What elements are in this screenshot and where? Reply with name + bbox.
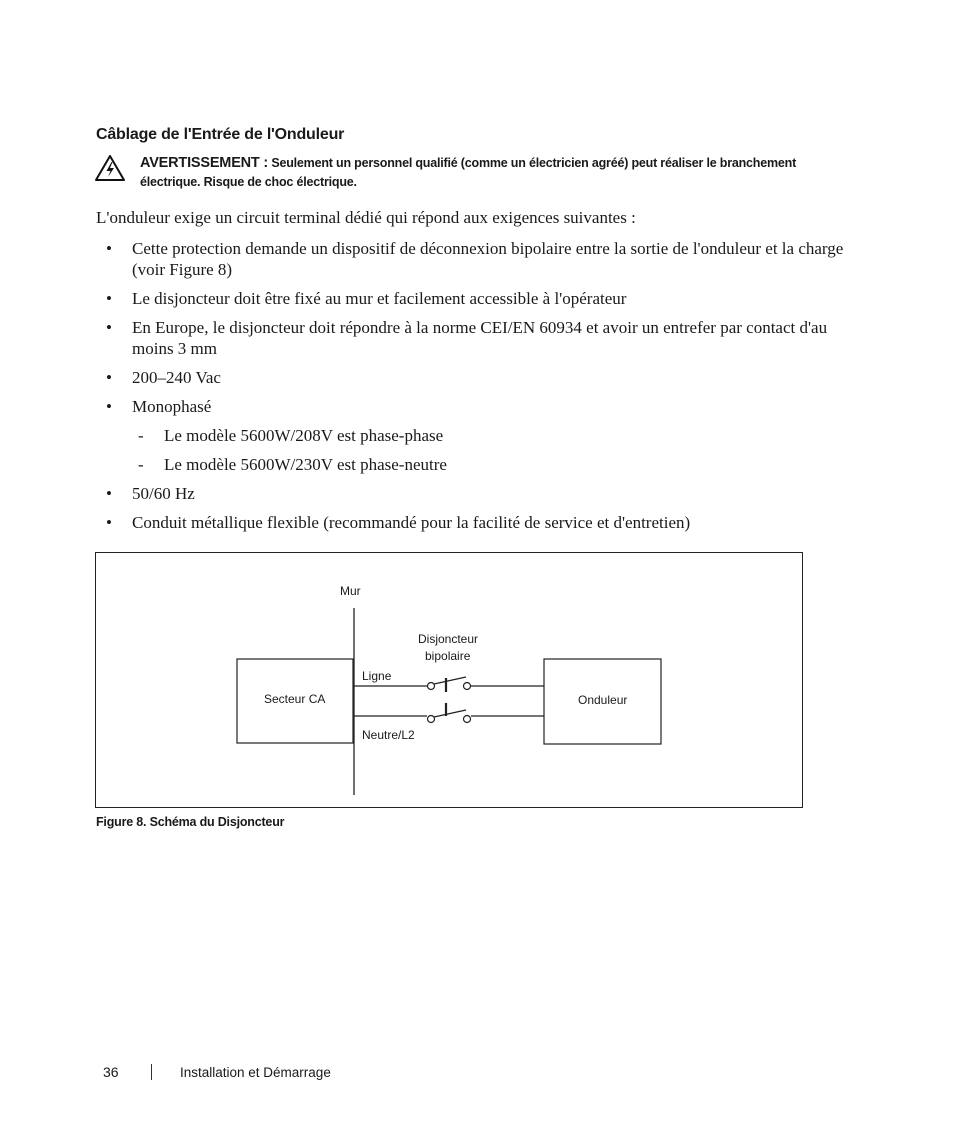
ups-label: Onduleur (578, 693, 628, 707)
list-item: • En Europe, le disjoncteur doit répondre à la norme CEI/EN 60934 et avoir un entrefer par contact d'au moins 3 mm (96, 317, 866, 359)
wall-label: Mur (340, 584, 361, 598)
neutral-switch-blade (434, 710, 466, 717)
requirements-list (96, 238, 866, 541)
section-title: Câblage de l'Entrée de l'Onduleur (96, 126, 345, 143)
breaker-label-line1: Disjoncteur (418, 632, 479, 646)
figure-caption: Figure 8. Schéma du Disjoncteur (96, 815, 285, 829)
page-number: 36 (103, 1064, 119, 1080)
warning-label: AVERTISSEMENT : (140, 155, 269, 171)
intro-paragraph: L'onduleur exige un circuit terminal dédié qui répond aux exigences suivantes : (96, 208, 636, 227)
footer-section-title: Installation et Démarrage (180, 1065, 331, 1080)
diagram-drawing (96, 553, 802, 807)
line-switch-blade (434, 677, 466, 684)
footer-separator (151, 1064, 152, 1080)
sub-list-item: - Le modèle 5600W/230V est phase-neutre (96, 454, 866, 475)
list-item: • Monophasé (96, 396, 866, 417)
list-item: • 200–240 Vac (96, 367, 866, 388)
breaker-diagram (95, 552, 803, 808)
source-label: Secteur CA (264, 692, 326, 706)
warning-message (140, 154, 840, 192)
breaker-label-line2: bipolaire (425, 649, 471, 663)
warning-body: Seulement un personnel qualifié (comme un électricien agréé) peut réaliser le branchement électrique. Risque de choc électrique. (140, 156, 797, 189)
list-item: • Cette protection demande un dispositif de déconnexion bipolaire entre la sortie de l'onduleur et la charge (voir Figure 8) (96, 238, 866, 280)
line-contact-left (428, 683, 435, 690)
electrical-hazard-warning-icon (94, 154, 126, 182)
sub-list-item: - Le modèle 5600W/208V est phase-phase (96, 425, 866, 446)
neutral-contact-left (428, 716, 435, 723)
list-item: • Le disjoncteur doit être fixé au mur et facilement accessible à l'opérateur (96, 288, 866, 309)
line-contact-right (464, 683, 471, 690)
list-item: • 50/60 Hz (96, 483, 866, 504)
neutral-label: Neutre/L2 (362, 728, 415, 742)
line-label: Ligne (362, 669, 392, 683)
neutral-contact-right (464, 716, 471, 723)
list-item: • Conduit métallique flexible (recommandé pour la facilité de service et d'entretien) (96, 512, 866, 533)
